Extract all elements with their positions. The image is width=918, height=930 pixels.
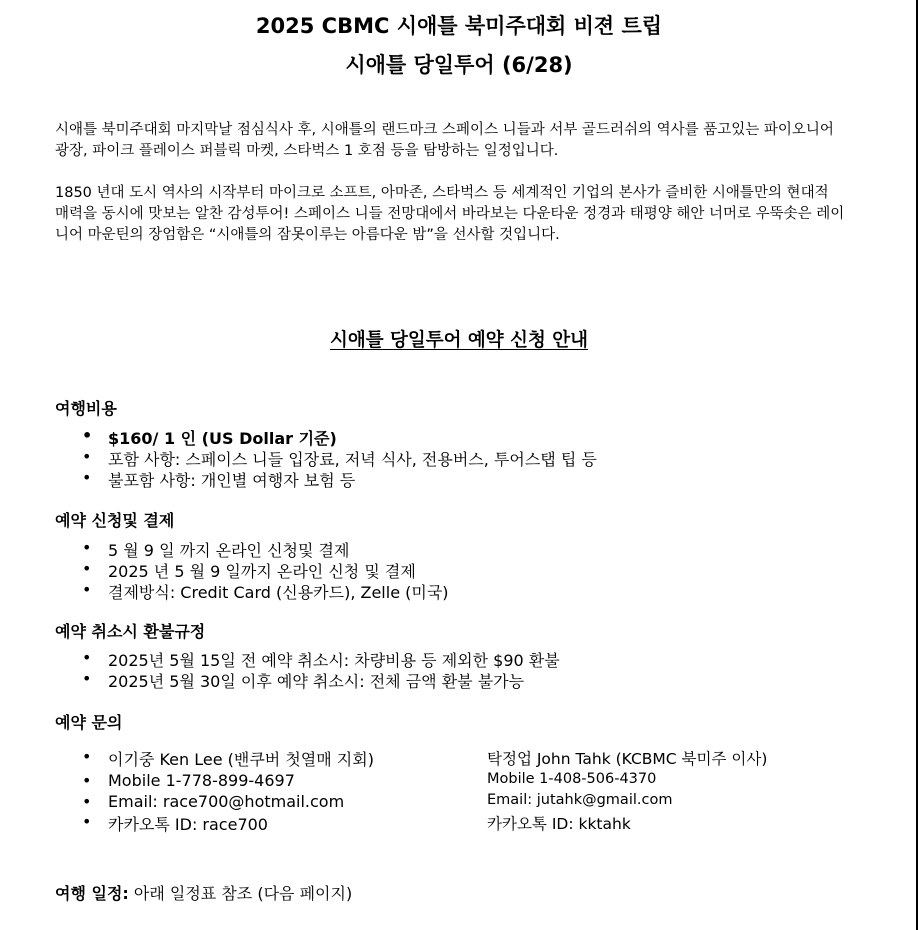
intro-paragraph-2: 1850 년대 도시 역사의 시작부터 마이크로 소프트, 아마존, 스타벅스 등 세계적인 기업의 본사가 즐비한 시애틀만의 현대적 매력을 동시에 맛보는 알찬 감성투어! 스페이스 니들 전망대에서 바라보는 다운타운 정경과 태평양 해안 너머로 우뚝솟은 레이니어 마운틴의 장엄함은 “시애틀의 잠못이루는 아름다운 밤”을 선사할 것입니다. bbox=[55, 185, 845, 243]
cost-heading: 여행비용 bbox=[55, 399, 117, 418]
document-subtitle: 시애틀 당일투어 (6/28) bbox=[345, 53, 573, 77]
list-item: • 5 월 9 일 까지 온라인 신청및 결제 bbox=[108, 538, 349, 561]
contact-heading: 예약 문의 bbox=[55, 713, 123, 732]
list-item: • 2025년 5월 15일 전 예약 취소시: 차량비용 등 제외한 $90 환불 bbox=[108, 648, 560, 671]
list-item: • $160/ 1 인 (US Dollar 기준) bbox=[108, 426, 337, 449]
itinerary-text: 아래 일정표 참조 (다음 페이지) bbox=[128, 884, 353, 903]
contact-name-left: • 이기중 Ken Lee (밴쿠버 첫열매 지회) bbox=[108, 747, 374, 770]
contact-kakao-right: 카카오톡 ID: kktahk bbox=[487, 815, 631, 833]
list-item: • 포함 사항: 스페이스 니들 입장료, 저녁 식사, 전용버스, 투어스탭 팁 등 bbox=[108, 447, 597, 470]
list-item: • 2025 년 5 월 9 일까지 온라인 신청 및 결제 bbox=[108, 559, 416, 582]
intro-paragraph-1: 시애틀 북미주대회 마지막날 점심식사 후, 시애틀의 랜드마크 스페이스 니들과 서부 골드러쉬의 역사를 품고있는 파이오니어 광장, 파이크 플레이스 퍼블릭 마켓, 스타벅스 1 호점 등을 탐방하는 일정입니다. bbox=[55, 122, 834, 159]
refund-heading: 예약 취소시 환불규정 bbox=[55, 622, 206, 641]
section-title: 시애틀 당일투어 예약 신청 안내 bbox=[329, 330, 589, 351]
itinerary-note bbox=[55, 881, 352, 904]
contact-kakao-left: • 카카오톡 ID: race700 bbox=[108, 812, 268, 835]
list-item: • 불포함 사항: 개인별 여행자 보험 등 bbox=[108, 468, 355, 491]
document-title: 2025 CBMC 시애틀 북미주대회 비젼 트립 bbox=[255, 14, 663, 38]
contact-phone-left: • Mobile 1-778-899-4697 bbox=[108, 771, 295, 790]
contact-email-right: Email: jutahk@gmail.com bbox=[487, 792, 673, 808]
reservation-heading: 예약 신청및 결제 bbox=[55, 511, 175, 530]
contact-email-left: • Email: race700@hotmail.com bbox=[108, 792, 344, 811]
list-item: • 2025년 5월 30일 이후 예약 취소시: 전체 금액 환불 불가능 bbox=[108, 669, 524, 692]
list-item: • 결제방식: Credit Card (신용카드), Zelle (미국) bbox=[108, 580, 449, 603]
contact-phone-right: Mobile 1-408-506-4370 bbox=[487, 771, 657, 787]
contact-name-right: 탁정업 John Tahk (KCBMC 북미주 이사) bbox=[487, 750, 768, 768]
itinerary-label: 여행 일정: bbox=[55, 884, 129, 903]
